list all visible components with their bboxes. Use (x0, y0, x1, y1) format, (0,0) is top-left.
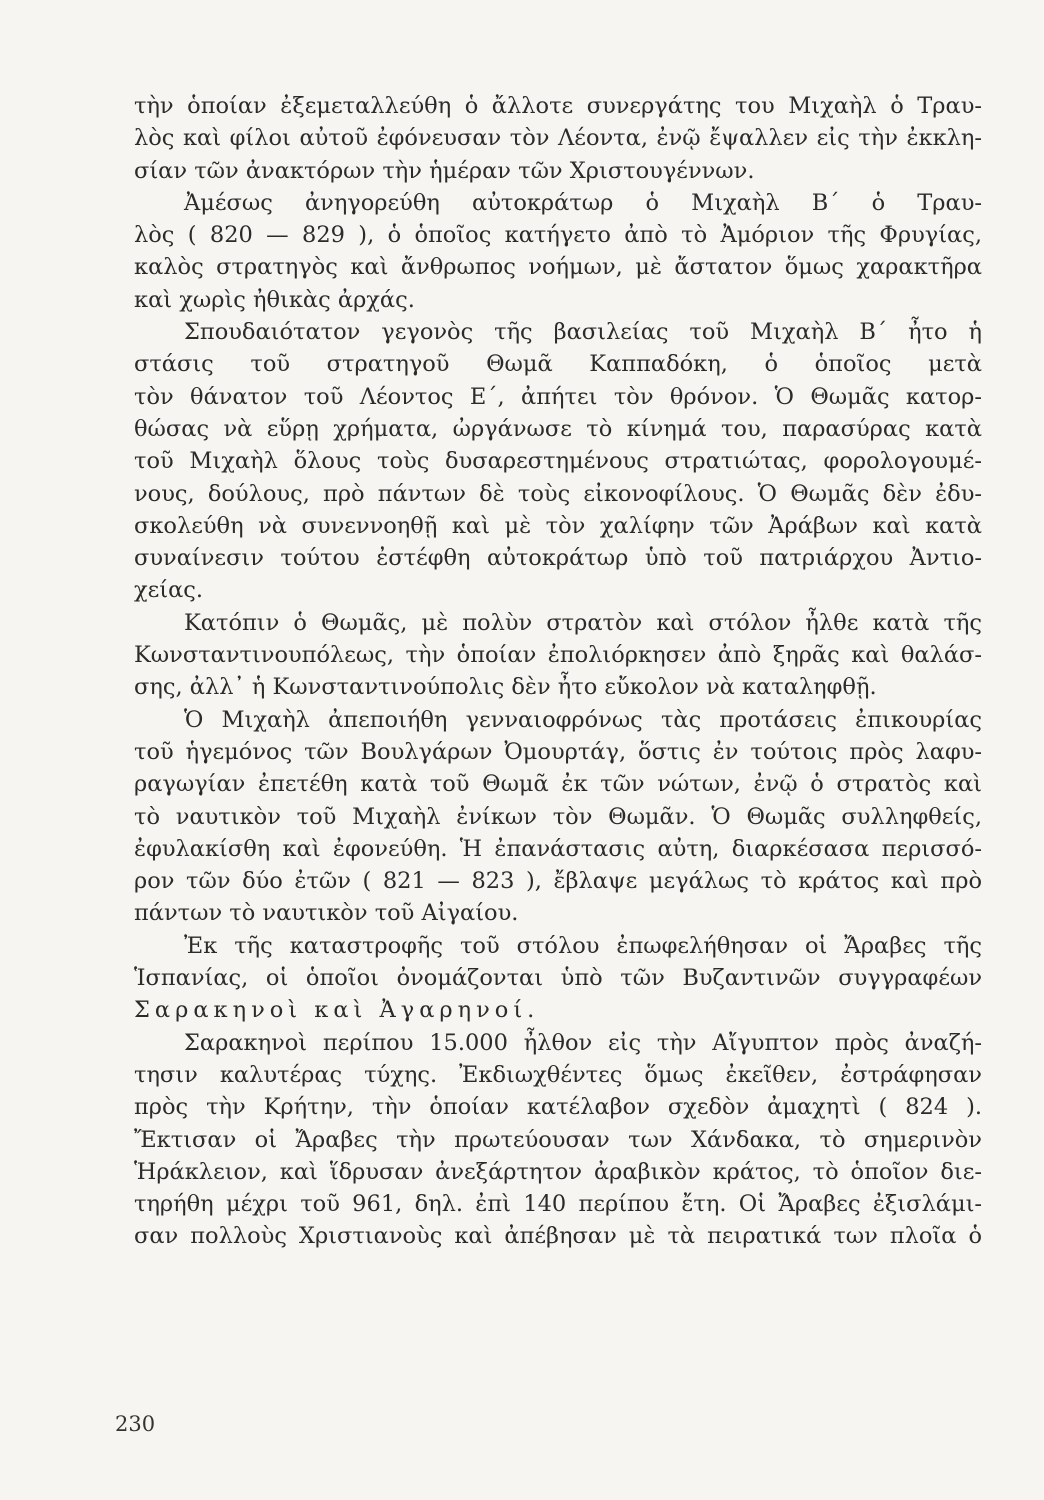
text-line: χείας. (134, 577, 204, 604)
text-line: Ἀμέσως ἀνηγορεύθη αὐτοκράτωρ ὁ Μιχαὴλ Β΄ ὁ Τραυ- (184, 189, 982, 216)
page-number: 230 (115, 1412, 156, 1436)
text-line: Ὁ Μιχαὴλ ἀπεποιήθη γενναιοφρόνως τὰς προτάσεις ἐπικουρίας (184, 706, 982, 733)
text-line: τὸ ναυτικὸν τοῦ Μιχαὴλ ἐνίκων τὸν Θωμᾶν. Ὁ Θωμᾶς συλληφθείς, (134, 803, 982, 830)
text-line: σίαν τῶν ἀνακτόρων τὴν ἡμέραν τῶν Χριστουγέννων. (134, 157, 755, 184)
text-line: τὴν ὁποίαν ἐξεμεταλλεύθη ὁ ἄλλοτε συνεργάτης του Μιχαὴλ ὁ Τραυ- (134, 93, 982, 119)
text-line: πρὸς τὴν Κρήτην, τὴν ὁποίαν κατέλαβον σχεδὸν ἀμαχητὶ ( 824 ). (134, 1094, 982, 1121)
text-line: στάσις τοῦ στρατηγοῦ Θωμᾶ Καππαδόκη, ὁ ὁποῖος μετὰ (134, 351, 982, 378)
text-line: τὸν θάνατον τοῦ Λέοντος Ε΄, ἀπήτει τὸν θρόνον. Ὁ Θωμᾶς κατορ- (134, 383, 982, 410)
text-line: ἐφυλακίσθη καὶ ἐφονεύθη. Ἡ ἐπανάστασις αὐτη, διαρκέσασα περισσό- (134, 835, 982, 862)
text-line: ραγωγίαν ἐπετέθη κατὰ τοῦ Θωμᾶ ἐκ τῶν νώτων, ἐνῷ ὁ στρατὸς καὶ (134, 771, 982, 798)
text-line: Ἔκτισαν οἱ Ἄραβες τὴν πρωτεύουσαν των Χάνδακα, τὸ σημερινὸν (134, 1126, 982, 1153)
text-line: τησιν καλυτέρας τύχης. Ἐκδιωχθέντες ὅμως ἐκεῖθεν, ἐστράφησαν (134, 1061, 982, 1088)
text-line: συναίνεσιν τούτου ἐστέφθη αὐτοκράτωρ ὑπὸ τοῦ πατριάρχου Ἀντιο- (134, 545, 982, 572)
text-line: καὶ χωρὶς ἠθικὰς ἀρχάς. (134, 286, 415, 313)
text-line: πάντων τὸ ναυτικὸν τοῦ Αἰγαίου. (134, 900, 519, 927)
text-line: Κωνσταντινουπόλεως, τὴν ὁποίαν ἐπολιόρκησεν ἀπὸ ξηρᾶς καὶ θαλάσ- (134, 642, 982, 669)
text-line: τηρήθη μέχρι τοῦ 961, δηλ. ἐπὶ 140 περίπου ἔτη. Οἱ Ἄραβες ἐξισλάμι- (134, 1191, 982, 1218)
text-line: καλὸς στρατηγὸς καὶ ἄνθρωπος νοήμων, μὲ ἄστατον ὅμως χαρακτῆρα (134, 254, 982, 281)
text-line: Ἱσπανίας, οἱ ὁποῖοι ὀνομάζονται ὑπὸ τῶν Βυζαντινῶν συγγραφέων (134, 965, 982, 992)
text-line: θώσας νὰ εὕρῃ χρήματα, ὠργάνωσε τὸ κίνημά του, παρασύρας κατὰ (134, 415, 982, 442)
body-text (134, 90, 982, 1253)
text-line: Σαρακηνοὶ καὶ Ἀγαρηνοί. (134, 997, 540, 1024)
text-line: νους, δούλους, πρὸ πάντων δὲ τοὺς εἰκονοφίλους. Ὁ Θωμᾶς δὲν ἐδυ- (134, 480, 982, 507)
text-line: Ἡράκλειον, καὶ ἵδρυσαν ἀνεξάρτητον ἀραβικὸν κράτος, τὸ ὁποῖον διε- (134, 1158, 982, 1185)
text-line: Σαρακηνοὶ περίπου 15.000 ἦλθον εἰς τὴν Αἴγυπτον πρὸς ἀναζή- (184, 1029, 982, 1056)
text-line: Κατόπιν ὁ Θωμᾶς, μὲ πολὺν στρατὸν καὶ στόλον ἦλθε κατὰ τῆς (184, 609, 982, 636)
text-line: λὸς καὶ φίλοι αὐτοῦ ἐφόνευσαν τὸν Λέοντα, ἐνῷ ἔψαλλεν εἰς τὴν ἐκκλη- (134, 125, 982, 152)
text-line: τοῦ Μιχαὴλ ὅλους τοὺς δυσαρεστημένους στρατιώτας, φορολογουμέ- (134, 448, 982, 475)
text-line: ρον τῶν δύο ἐτῶν ( 821 — 823 ), ἔβλαψε μεγάλως τὸ κράτος καὶ πρὸ (134, 868, 982, 895)
text-line: τοῦ ἡγεμόνος τῶν Βουλγάρων Ὀμουρτάγ, ὅστις ἐν τούτοις πρὸς λαφυ- (134, 738, 982, 765)
text-line: Σπουδαιότατον γεγονὸς τῆς βασιλείας τοῦ Μιχαὴλ Β΄ ἦτο ἡ (184, 319, 982, 346)
text-line: σκολεύθη νὰ συνεννοηθῇ καὶ μὲ τὸν χαλίφην τῶν Ἀράβων καὶ κατὰ (134, 512, 982, 539)
text-line: Ἐκ τῆς καταστροφῆς τοῦ στόλου ἐπωφελήθησαν οἱ Ἄραβες τῆς (184, 932, 982, 959)
text-line: λὸς ( 820 — 829 ), ὁ ὁποῖος κατήγετο ἀπὸ τὸ Ἀμόριον τῆς Φρυγίας, (134, 222, 982, 249)
text-line: σαν πολλοὺς Χριστιανοὺς καὶ ἀπέβησαν μὲ τὰ πειρατικά των πλοῖα ὁ (134, 1223, 982, 1250)
text-line: σης, ἀλλ᾽ ἡ Κωνσταντινούπολις δὲν ἦτο εὔκολον νὰ καταληφθῇ. (134, 674, 877, 701)
